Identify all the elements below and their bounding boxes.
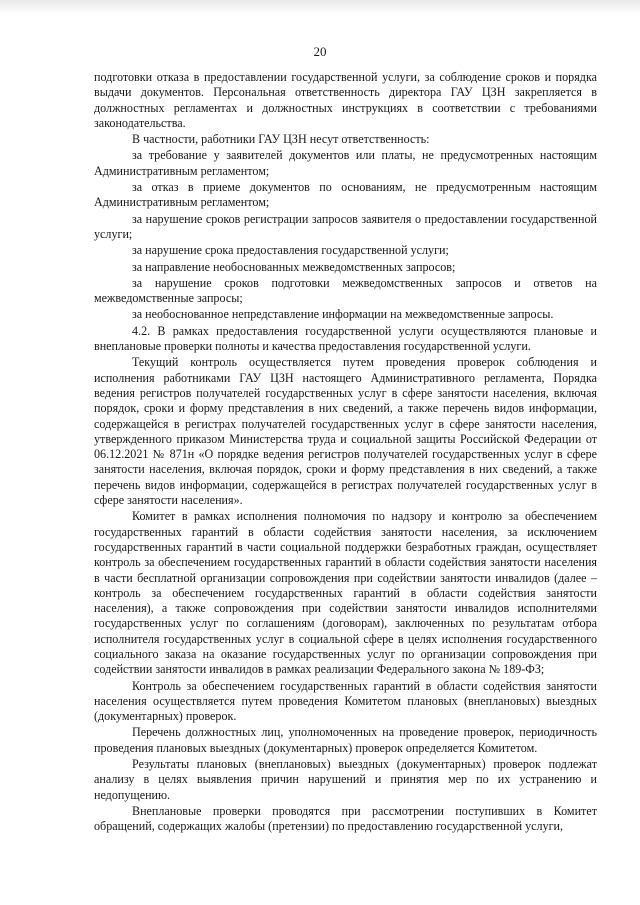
paragraph-5: за нарушение сроков регистрации запросов заявителя о предоставлении государственной услуги; [94,211,597,241]
paragraph-11: Текущий контроль осуществляется путем проведения проверок соблюдения и исполнения работниками ГАУ ЦЗН настоящего Административного регламента, Порядка ведения регистров получателей государственных услуг в сфере занятости населения, включая порядок, сроки и форму представления в них сведений, а также перечень видов информации, содержащейся в регистрах получателей государственных услуг в сфере занятости населения, утвержденного приказом Министерства труда и социальной защиты Российской Федерации от 06.12.2021 № 871н «О порядке ведения регистров получателей государственных услуг в сфере занятости населения, включая порядок, сроки и форму представления в них сведений, а также перечень видов информации, содержащейся в регистрах получателей государственных услуг в сфере занятости населения». [94,355,597,508]
scan-top-edge [0,0,640,14]
paragraph-6: за нарушение срока предоставления государственной услуги; [132,243,449,258]
paragraph-9: за необоснованное непредставление информации на межведомственные запросы. [132,307,554,322]
document-body [94,70,597,836]
page-number: 20 [313,44,327,59]
paragraph-13: Контроль за обеспечением государственных гарантий в области содействия занятости населения осуществляется путем проведения Комитетом плановых (внеплановых) выездных (документарных) проверок. [94,678,597,724]
paragraph-4: за отказ в приеме документов по основаниям, не предусмотренным настоящим Административным регламентом; [94,180,597,210]
paragraph-10: 4.2. В рамках предоставления государственной услуги осуществляются плановые и внеплановые проверки полноты и качества предоставления государственной услуги. [94,323,597,354]
paragraph-12: Комитет в рамках исполнения полномочия по надзору и контролю за обеспечением государственных гарантий в области содействия занятости населения, за исключением государственных гарантий в части социальной поддержки безработных граждан, осуществляет контроль за обеспечением государственных гарантий в области содействия занятости населения в части бесплатной организации сопровождения при содействии занятости инвалидов (далее – контроль за обеспечением государственных гарантий в области содействия занятости населения), а также сопровождения при содействии занятости инвалидов исполнителями государственных услуг по соглашениям (договорам), заключенных по результатам отбора исполнителя государственных услуг в социальной сфере в целях исполнения государственного социального заказа на оказание государственных услуг по организации сопровождения при содействии занятости инвалидов в рамках реализации Федерального закона № 189-ФЗ; [94,509,597,677]
paragraph-1: подготовки отказа в предоставлении государственной услуги, за соблюдение сроков и порядка выдачи документов. Персональная ответственность директора ГАУ ЦЗН закрепляется в должностных регламентах и должностных инструкциях в соответствии с требованиями законодательства. [94,70,597,130]
paragraph-3: за требование у заявителей документов или платы, не предусмотренных настоящим Административным регламентом; [94,148,597,178]
paragraph-7: за направление необоснованных межведомственных запросов; [132,259,456,274]
paragraph-2: В частности, работники ГАУ ЦЗН несут ответственность: [132,132,430,147]
paragraph-14: Перечень должностных лиц, уполномоченных на проведение проверок, периодичность проведения плановых выездных (документарных) проверок определяется Комитетом. [94,725,597,755]
paragraph-15: Результаты плановых (внеплановых) выездных (документарных) проверок подлежат анализу в целях выявления причин нарушений и принятия мер по их устранению и недопущению. [94,757,597,802]
paragraph-16: Внеплановые проверки проводятся при рассмотрении поступивших в Комитет обращений, содержащих жалобы (претензии) по предоставлению государственной услуги, [94,803,597,834]
paragraph-8: за нарушение сроков подготовки межведомственных запросов и ответов на межведомственные запросы; [94,275,597,306]
